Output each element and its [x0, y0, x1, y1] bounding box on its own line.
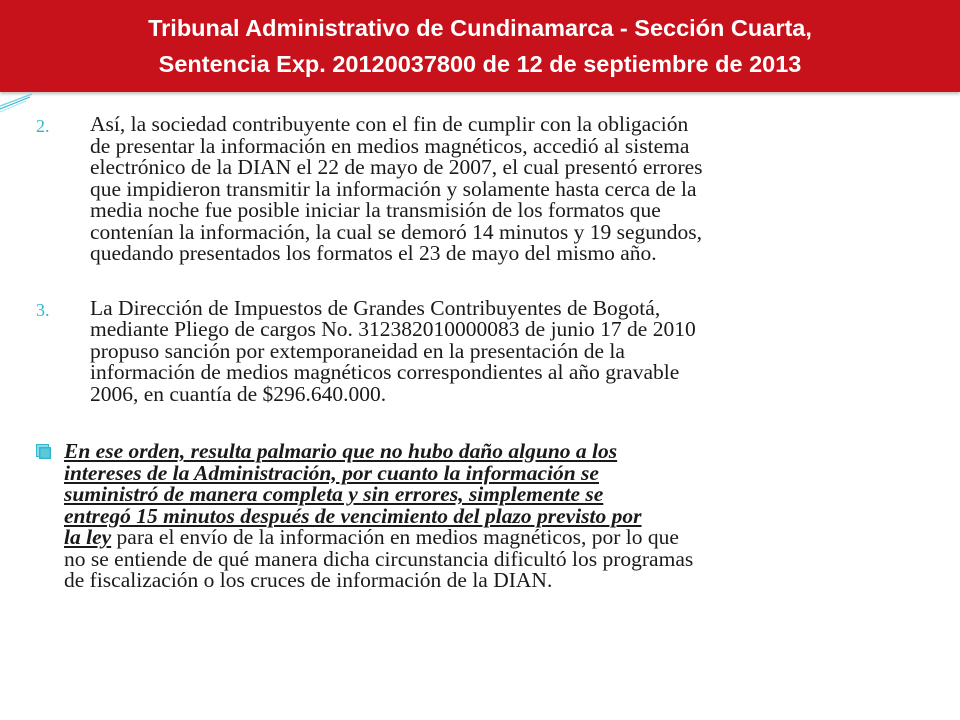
- slide-title-line-1: Tribunal Administrativo de Cundinamarca - Sección Cuarta,: [148, 15, 812, 41]
- item-text: [90, 114, 916, 265]
- emphasis-line: entregó 15 minutos después de vencimiento del plazo previsto por: [64, 503, 642, 528]
- item-number: 2.: [36, 116, 50, 136]
- text-line: propuso sanción por extemporaneidad en la presentación de la: [90, 338, 625, 363]
- item-text: [90, 295, 916, 406]
- text-line: Así, la sociedad contribuyente con el fin de cumplir con la obligación: [90, 112, 689, 136]
- plain-fragment: para el envío de la información en medios magnéticos, por lo que: [111, 525, 679, 549]
- emphasis-line: intereses de la Administración, por cuanto la información se: [64, 460, 599, 485]
- corner-decoration-icon: [0, 84, 40, 124]
- emphasis-line: suministró de manera completa y sin errores, simplemente se: [64, 482, 604, 506]
- text-line: que impidieron transmitir la información y solamente hasta cerca de la: [90, 176, 697, 201]
- bullet-text: [64, 441, 916, 592]
- checkbox-bullet-icon: [36, 444, 52, 460]
- emphasis-line: En ese orden, resulta palmario que no hubo daño alguno a los: [64, 439, 618, 463]
- slide-title-line-2: Sentencia Exp. 20120037800 de 12 de septiembre de 2013: [158, 51, 802, 77]
- slide-title-banner: [0, 0, 960, 92]
- text-line: de presentar la información en medios magnéticos, accedió al sistema: [90, 133, 690, 158]
- text-line: mediante Pliego de cargos No. 312382010000083 de junio 17 de 2010: [90, 317, 696, 341]
- conclusion-bullet: [36, 441, 916, 592]
- text-line: de fiscalización o los cruces de información de la DIAN.: [64, 568, 553, 592]
- emphasis-fragment: la ley: [64, 525, 112, 549]
- text-line: quedando presentados los formatos el 23 de mayo del mismo año.: [90, 241, 657, 265]
- text-line: electrónico de la DIAN el 22 de mayo de 2007, el cual presentó errores: [90, 155, 703, 179]
- numbered-item-2: [36, 114, 916, 265]
- slide-body: [36, 114, 916, 592]
- text-line: 2006, en cuantía de $296.640.000.: [90, 381, 387, 406]
- mixed-line: [64, 527, 916, 549]
- text-line: no se entiende de qué manera dicha circunstancia dificultó los programas: [64, 546, 694, 571]
- text-line: información de medios magnéticos correspondientes al año gravable: [90, 360, 680, 384]
- numbered-item-3: [36, 295, 916, 406]
- item-number: 3.: [36, 299, 50, 320]
- text-line: media noche fue posible iniciar la transmisión de los formatos que: [90, 198, 661, 222]
- text-line: La Dirección de Impuestos de Grandes Contribuyentes de Bogotá,: [90, 295, 661, 320]
- text-line: contenían la información, la cual se demoró 14 minutos y 19 segundos,: [90, 219, 703, 244]
